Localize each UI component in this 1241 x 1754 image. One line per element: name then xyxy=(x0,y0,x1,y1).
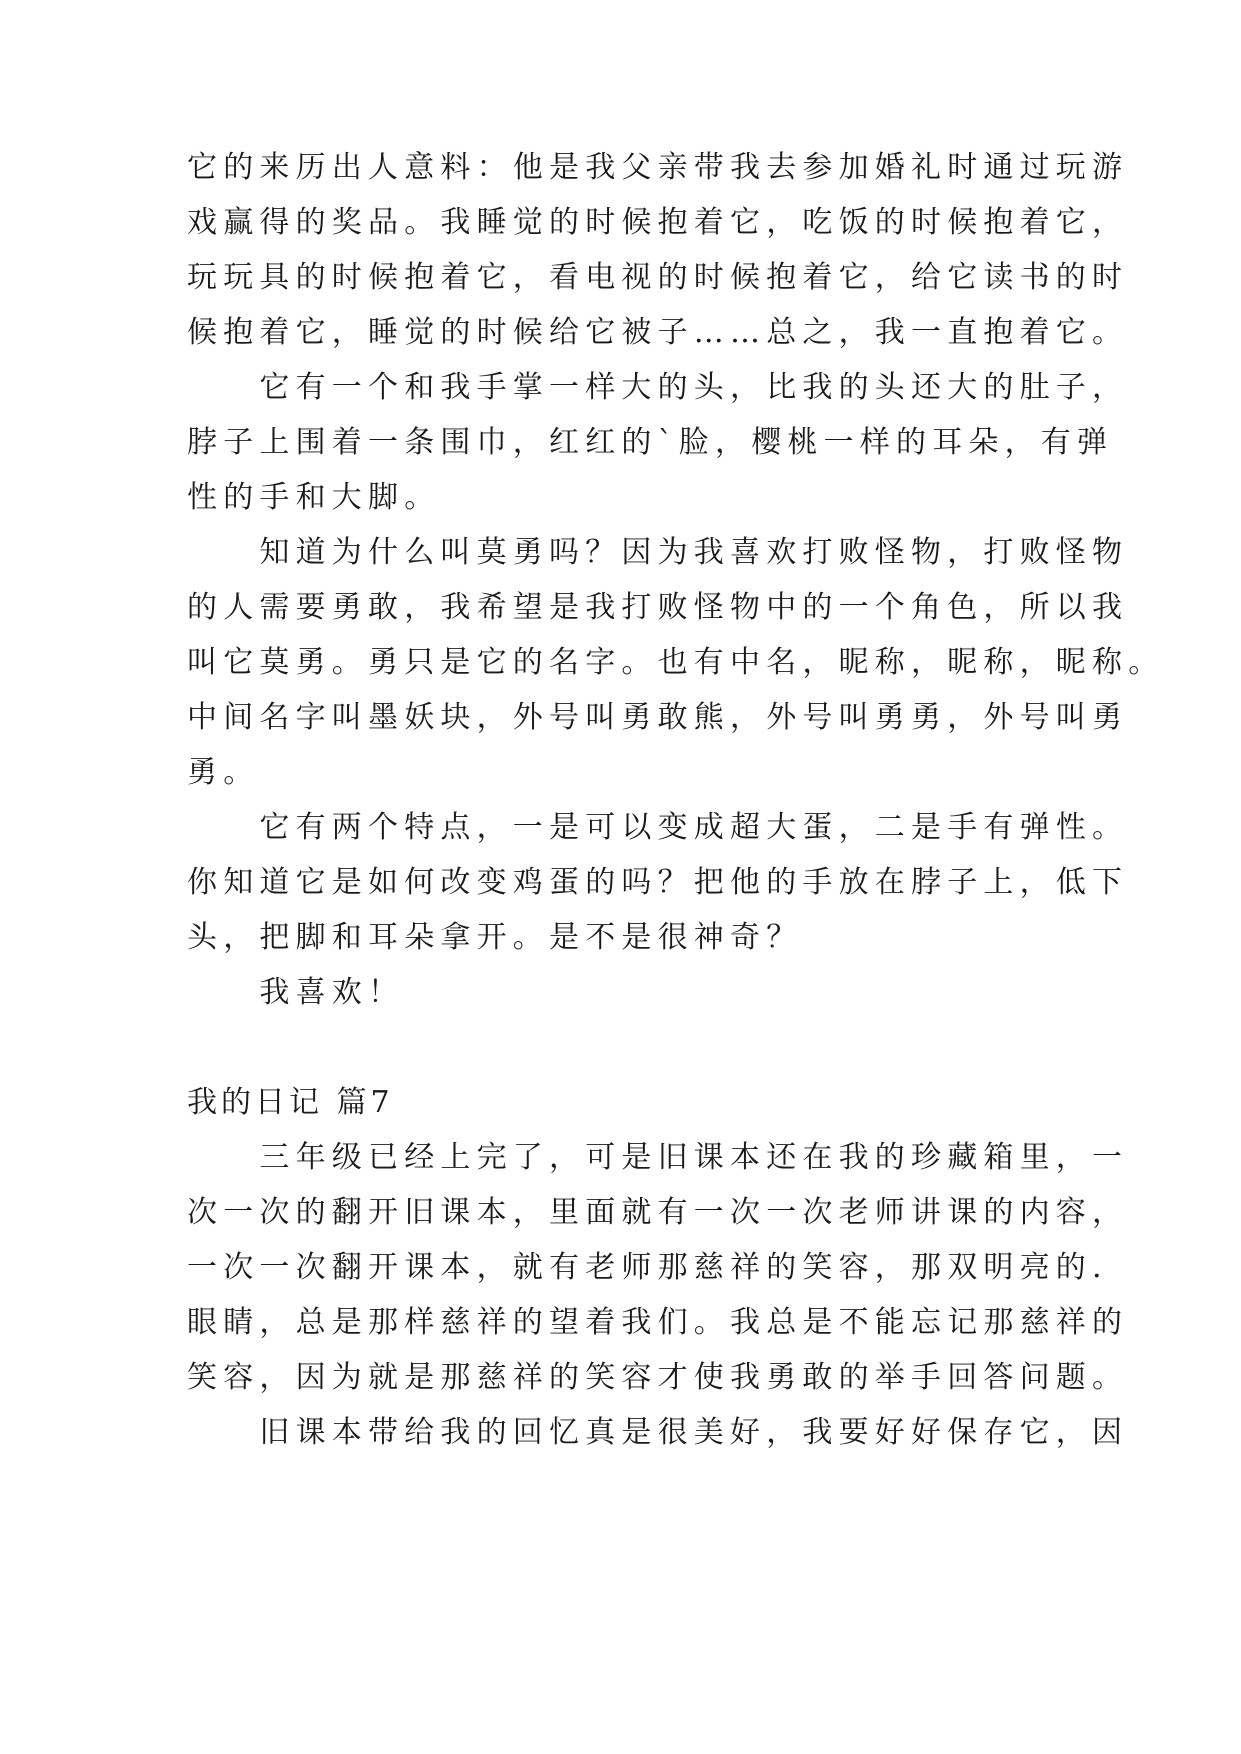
paragraph-line: 中间名字叫墨妖块，外号叫勇敢熊，外号叫勇勇，外号叫勇 xyxy=(187,700,1129,735)
paragraph-line: 勇。 xyxy=(187,755,260,790)
paragraph-line: 它有一个和我手掌一样大的头，比我的头还大的肚子， xyxy=(187,370,1129,405)
paragraph-line: 候抱着它，睡觉的时候给它被子……总之，我一直抱着它。 xyxy=(187,315,1129,350)
paragraph-line: 叫它莫勇。勇只是它的名字。也有中名，昵称，昵称，昵称。 xyxy=(187,645,1165,680)
paragraph-line: 三年级已经上完了，可是旧课本还在我的珍藏箱里，一 xyxy=(187,1140,1129,1175)
paragraph-line: 玩玩具的时候抱着它，看电视的时候抱着它，给它读书的时 xyxy=(187,260,1129,295)
paragraph-line: 旧课本带给我的回忆真是很美好，我要好好保存它，因 xyxy=(187,1415,1129,1450)
paragraph-line: 笑容，因为就是那慈祥的笑容才使我勇敢的举手回答问题。 xyxy=(187,1360,1129,1395)
paragraph-line: 它的来历出人意料：他是我父亲带我去参加婚礼时通过玩游 xyxy=(187,150,1129,185)
paragraph-line: 的人需要勇敢，我希望是我打败怪物中的一个角色，所以我 xyxy=(187,590,1129,625)
paragraph-line: 头，把脚和耳朵拿开。是不是很神奇？ xyxy=(187,920,803,955)
paragraph-line: 眼睛，总是那样慈祥的望着我们。我总是不能忘记那慈祥的 xyxy=(187,1305,1129,1340)
paragraph-line: 你知道它是如何改变鸡蛋的吗？把他的手放在脖子上，低下 xyxy=(187,865,1129,900)
section-heading: 我的日记 篇7 xyxy=(187,1085,394,1120)
paragraph-line: 脖子上围着一条围巾，红红的`脸，樱桃一样的耳朵，有弹 xyxy=(187,425,1114,460)
paragraph-line: 一次一次翻开课本，就有老师那慈祥的笑容，那双明亮的. xyxy=(187,1250,1108,1285)
paragraph-line: 戏赢得的奖品。我睡觉的时候抱着它，吃饭的时候抱着它， xyxy=(187,205,1129,240)
paragraph-line: 知道为什么叫莫勇吗？因为我喜欢打败怪物，打败怪物 xyxy=(187,535,1129,570)
paragraph-line: 它有两个特点，一是可以变成超大蛋，二是手有弹性。 xyxy=(187,810,1129,845)
paragraph-line: 我喜欢！ xyxy=(187,975,405,1010)
paragraph-line: 次一次的翻开旧课本，里面就有一次一次老师讲课的内容， xyxy=(187,1195,1129,1230)
paragraph-line: 性的手和大脚。 xyxy=(187,480,441,515)
